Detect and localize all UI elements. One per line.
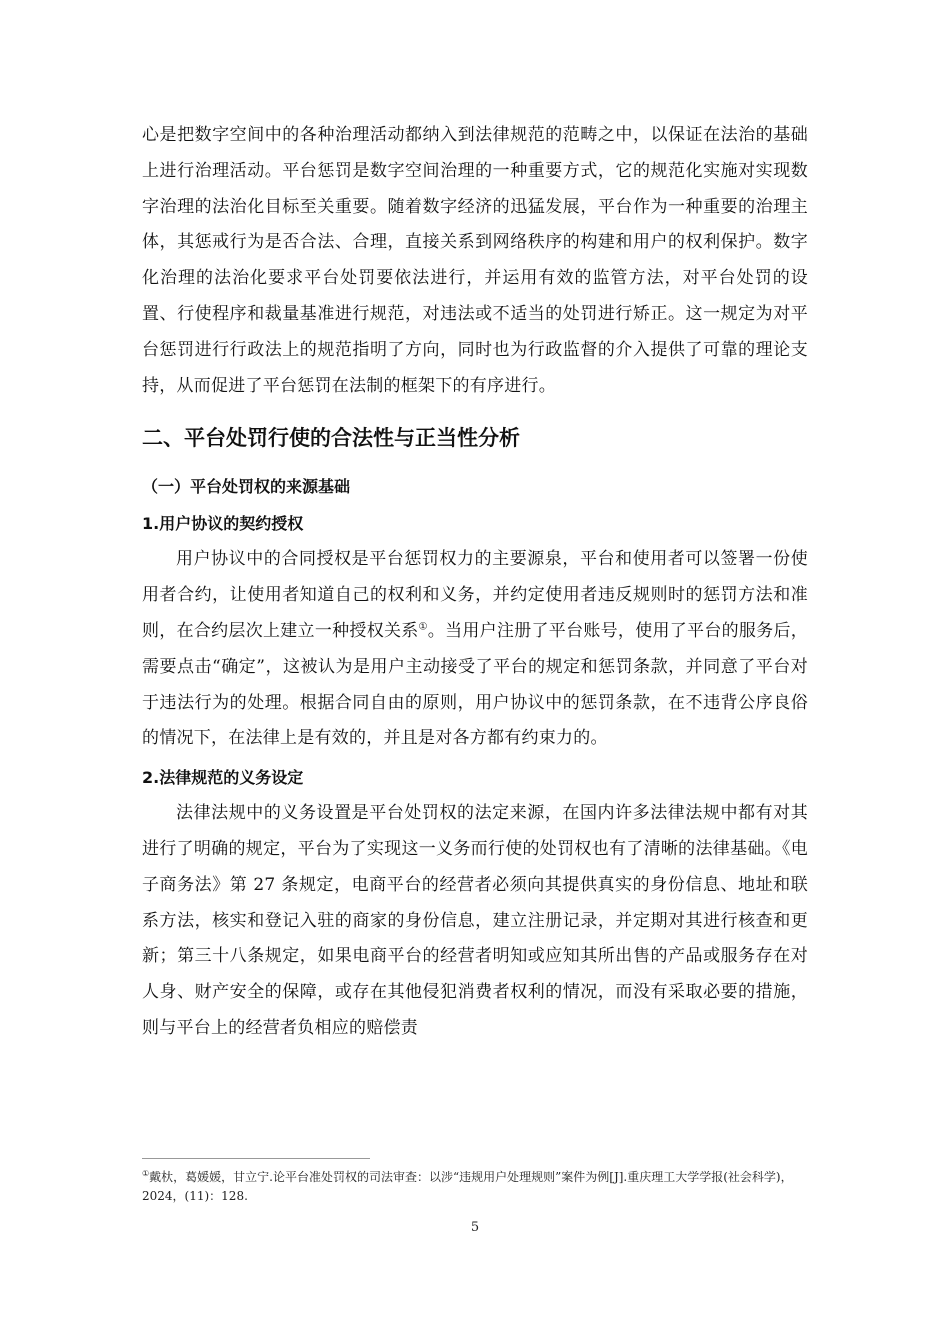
legal-obligation-paragraph: 法律法规中的义务设置是平台处罚权的法定来源，在国内许多法律法规中都有对其进行了明确的规定，平台为了实现这一义务而行使的处罚权也有了清晰的法律基础。《电子商务法》第 27 条规定，电商平台的经营者必须向其提供真实的身份信息、地址和联系方法，核实和登记入驻的商家的身份信息，建立注册记录，并定期对其进行核查和更新；第三十八条规定，如果电商平台的经营者明知或应知其所出售的产品或服务存在对人身、财产安全的保障，或存在其他侵犯消费者权利的情况，而没有采取必要的措施，则与平台上的经营者负相应的赔偿责	[142, 803, 808, 1038]
section-heading: 二、平台处罚行使的合法性与正当性分析	[142, 426, 520, 451]
intro-paragraph: 心是把数字空间中的各种治理活动都纳入到法律规范的范畴之中，以保证在法治的基础上进行治理活动。平台惩罚是数字空间治理的一种重要方式，它的规范化实施对实现数字治理的法治化目标至关重要。随着数字经济的迅猛发展，平台作为一种重要的治理主体，其惩戒行为是否合法、合理，直接关系到网络秩序的构建和用户的权利保护。数字化治理的法治化要求平台处罚要依法进行，并运用有效的监管方法，对平台处罚的设置、行使程序和裁量基准进行规范，对违法或不适当的处罚进行矫正。这一规定为对平台惩罚进行行政法上的规范指明了方向，同时也为行政监督的介入提供了可靠的理论支持，从而促进了平台惩罚在法制的框架下的有序进行。	[142, 125, 808, 396]
paragraph-text: 。当用户注册了平台账号，使用了平台的服务后，需要点击“确定”，这被认为是用户主动接受了平台的规定和惩罚条款，并同意了平台对于违法行为的处理。根据合同自由的原则，用户协议中的惩罚条款，在不违背公序良俗的情况下，在法律上是有效的，并且是对各方都有约束力的。	[142, 620, 809, 749]
subsection-heading: （一）平台处罚权的来源基础	[142, 477, 351, 497]
paragraph-text: 用户协议中的合同授权是平台惩罚权力的主要源泉，平台和使用者可以签署一份使用者合约，让使用者知道自己的权利和义务，并约定使用者违反规则时的惩罚方法和准则，在合约层次上建立一种授权关系	[142, 549, 808, 641]
page-number: 5	[470, 1220, 480, 1235]
footnote-text: 戴杕，葛媛媛，甘立宁.论平台准处罚权的司法审查：以涉“违规用户处理规则”案件为例[J].重庆理工大学学报(社会科学)，2024，(11)：128.	[142, 1170, 793, 1203]
main-content	[142, 118, 808, 1047]
footnote-mark: ①	[142, 1169, 150, 1178]
item-heading-1: 1.用户协议的契约授权	[142, 514, 304, 534]
footnote	[142, 1168, 808, 1206]
footnote-reference[interactable]: ①	[418, 621, 428, 633]
item-heading-2: 2.法律规范的义务设定	[142, 768, 304, 788]
footnote-divider	[142, 1158, 370, 1159]
contract-authorization-paragraph	[142, 542, 808, 757]
